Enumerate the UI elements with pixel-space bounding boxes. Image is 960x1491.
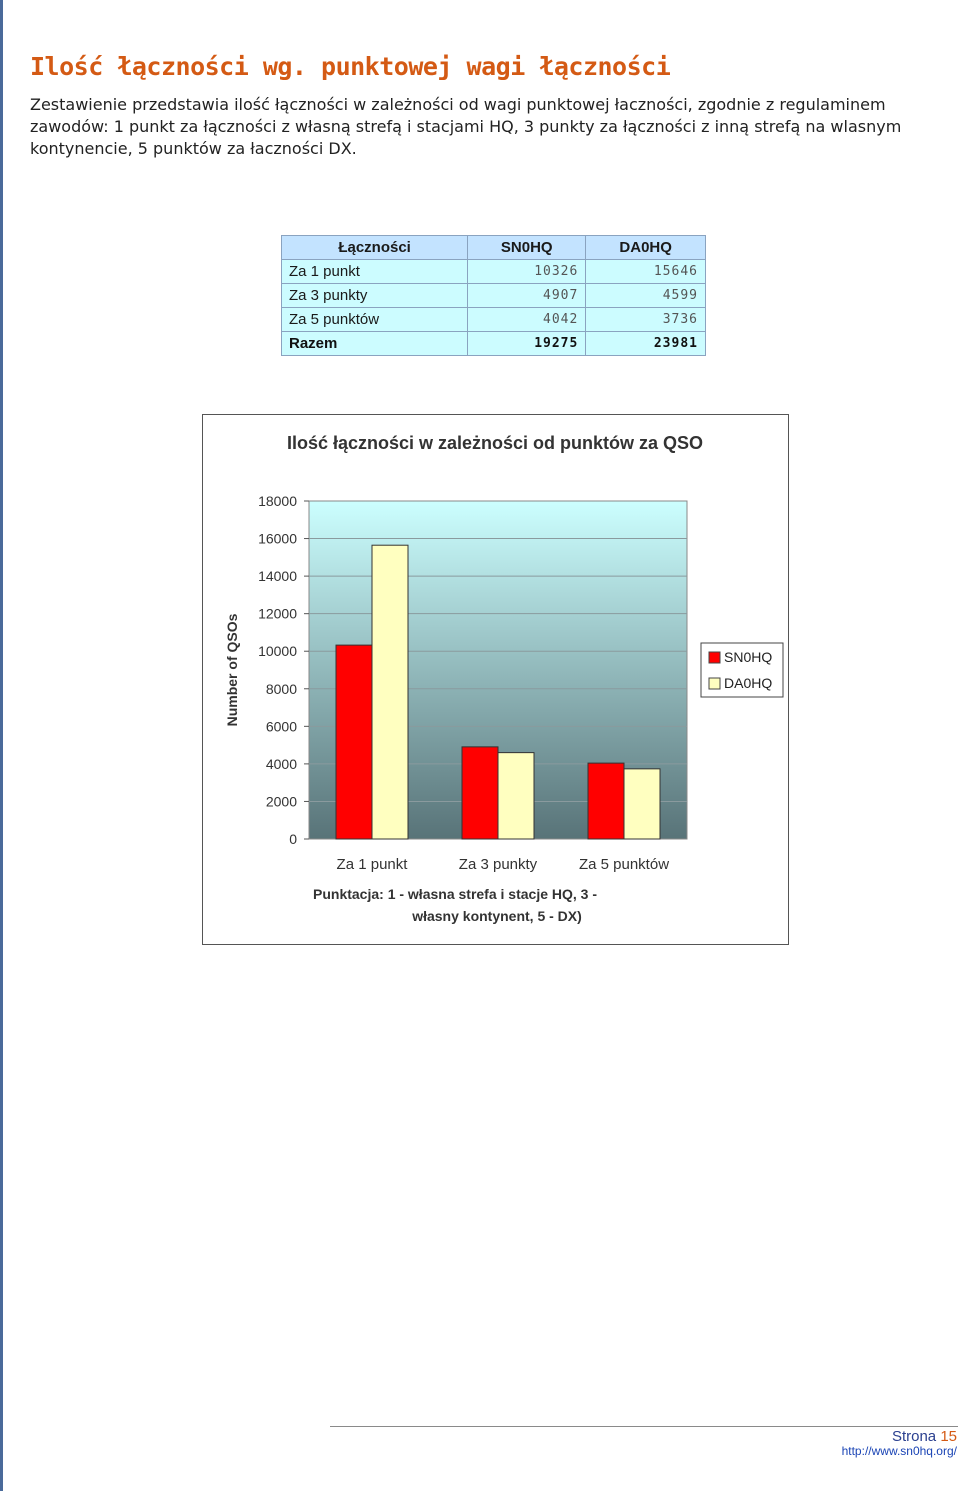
chart-legend [701,643,783,697]
table-header-row [282,236,706,260]
x-axis-label-line-1: Punktacja: 1 - własna strefa i stacje HQ, 3 - [313,886,597,902]
x-category-label: Za 1 punkt [336,856,408,873]
bar-da0hq-3 [624,769,660,839]
header-cell-sn0hq: SN0HQ [468,236,586,260]
table-row [282,260,706,284]
y-tick-label: 2000 [265,793,297,810]
sn0hq-value: 4907 [468,284,586,308]
y-tick-label: 6000 [265,718,297,735]
chart-frame [202,414,789,945]
table-total-row [282,332,706,356]
qso-bar-chart [203,415,788,944]
header-cell-da0hq: DA0HQ [586,236,706,260]
bar-da0hq-1 [372,545,408,839]
y-axis-label: Number of QSOs [224,613,240,727]
y-tick-label: 0 [289,831,297,847]
legend-swatch-sn0hq [709,652,720,663]
x-axis-categories [337,856,670,873]
table-row [282,308,706,332]
x-category-label: Za 3 punkty [458,856,538,873]
qso-summary-table [281,235,706,356]
y-tick-label: 10000 [258,643,297,660]
row-label: Za 1 punkt [282,260,468,284]
da0hq-value: 3736 [586,308,706,332]
bar-sn0hq-3 [588,763,624,839]
y-tick-label: 18000 [258,493,297,509]
section-title: Ilość łączności wg. punktowej wagi łączności [30,52,671,81]
left-margin-rule [0,0,3,1491]
footer-rule [330,1426,958,1427]
x-category-label: Za 5 punktów [578,856,670,873]
y-tick-label: 14000 [258,568,297,585]
legend-label-sn0hq: SN0HQ [724,649,773,665]
da0hq-value: 4599 [586,284,706,308]
intro-paragraph: Zestawienie przedstawia ilość łączności w zależności od wagi punktowej łaczności, zgodnie z regulaminem zawodów: 1 punkt za łączności z własną strefą i stacjami HQ, 3 punkty za łączności z inną strefą na wlasnym kontynencie, 5 punktów za łaczności DX. [30,95,902,158]
legend-label-da0hq: DA0HQ [724,675,773,691]
chart-title: Ilość łączności w zależności od punktów za QSO [286,433,704,453]
sn0hq-value: 4042 [468,308,586,332]
y-tick-label: 4000 [265,755,297,772]
table-row [282,284,706,308]
x-axis-label-line-2: własny kontynent, 5 - DX) [412,908,582,924]
sn0hq-total: 19275 [468,332,586,356]
y-tick-label: 12000 [258,605,297,622]
page-label-text: Strona [891,1428,937,1445]
y-axis-ticks [258,493,309,847]
da0hq-value: 15646 [586,260,706,284]
bar-da0hq-2 [498,753,534,839]
bar-sn0hq-2 [462,747,498,839]
sn0hq-value: 10326 [468,260,586,284]
y-tick-label: 16000 [258,530,297,547]
legend-swatch-da0hq [709,678,720,689]
header-cell-category: Łączności [282,236,468,260]
row-label: Za 3 punkty [282,284,468,308]
y-tick-label: 8000 [265,680,297,697]
page-number-label [892,1428,957,1445]
total-label: Razem [282,332,468,356]
bar-sn0hq-1 [336,645,372,839]
page-number: 15 [940,1428,957,1445]
row-label: Za 5 punktów [282,308,468,332]
footer-url: http://www.sn0hq.org/ [841,1444,957,1458]
da0hq-total: 23981 [586,332,706,356]
